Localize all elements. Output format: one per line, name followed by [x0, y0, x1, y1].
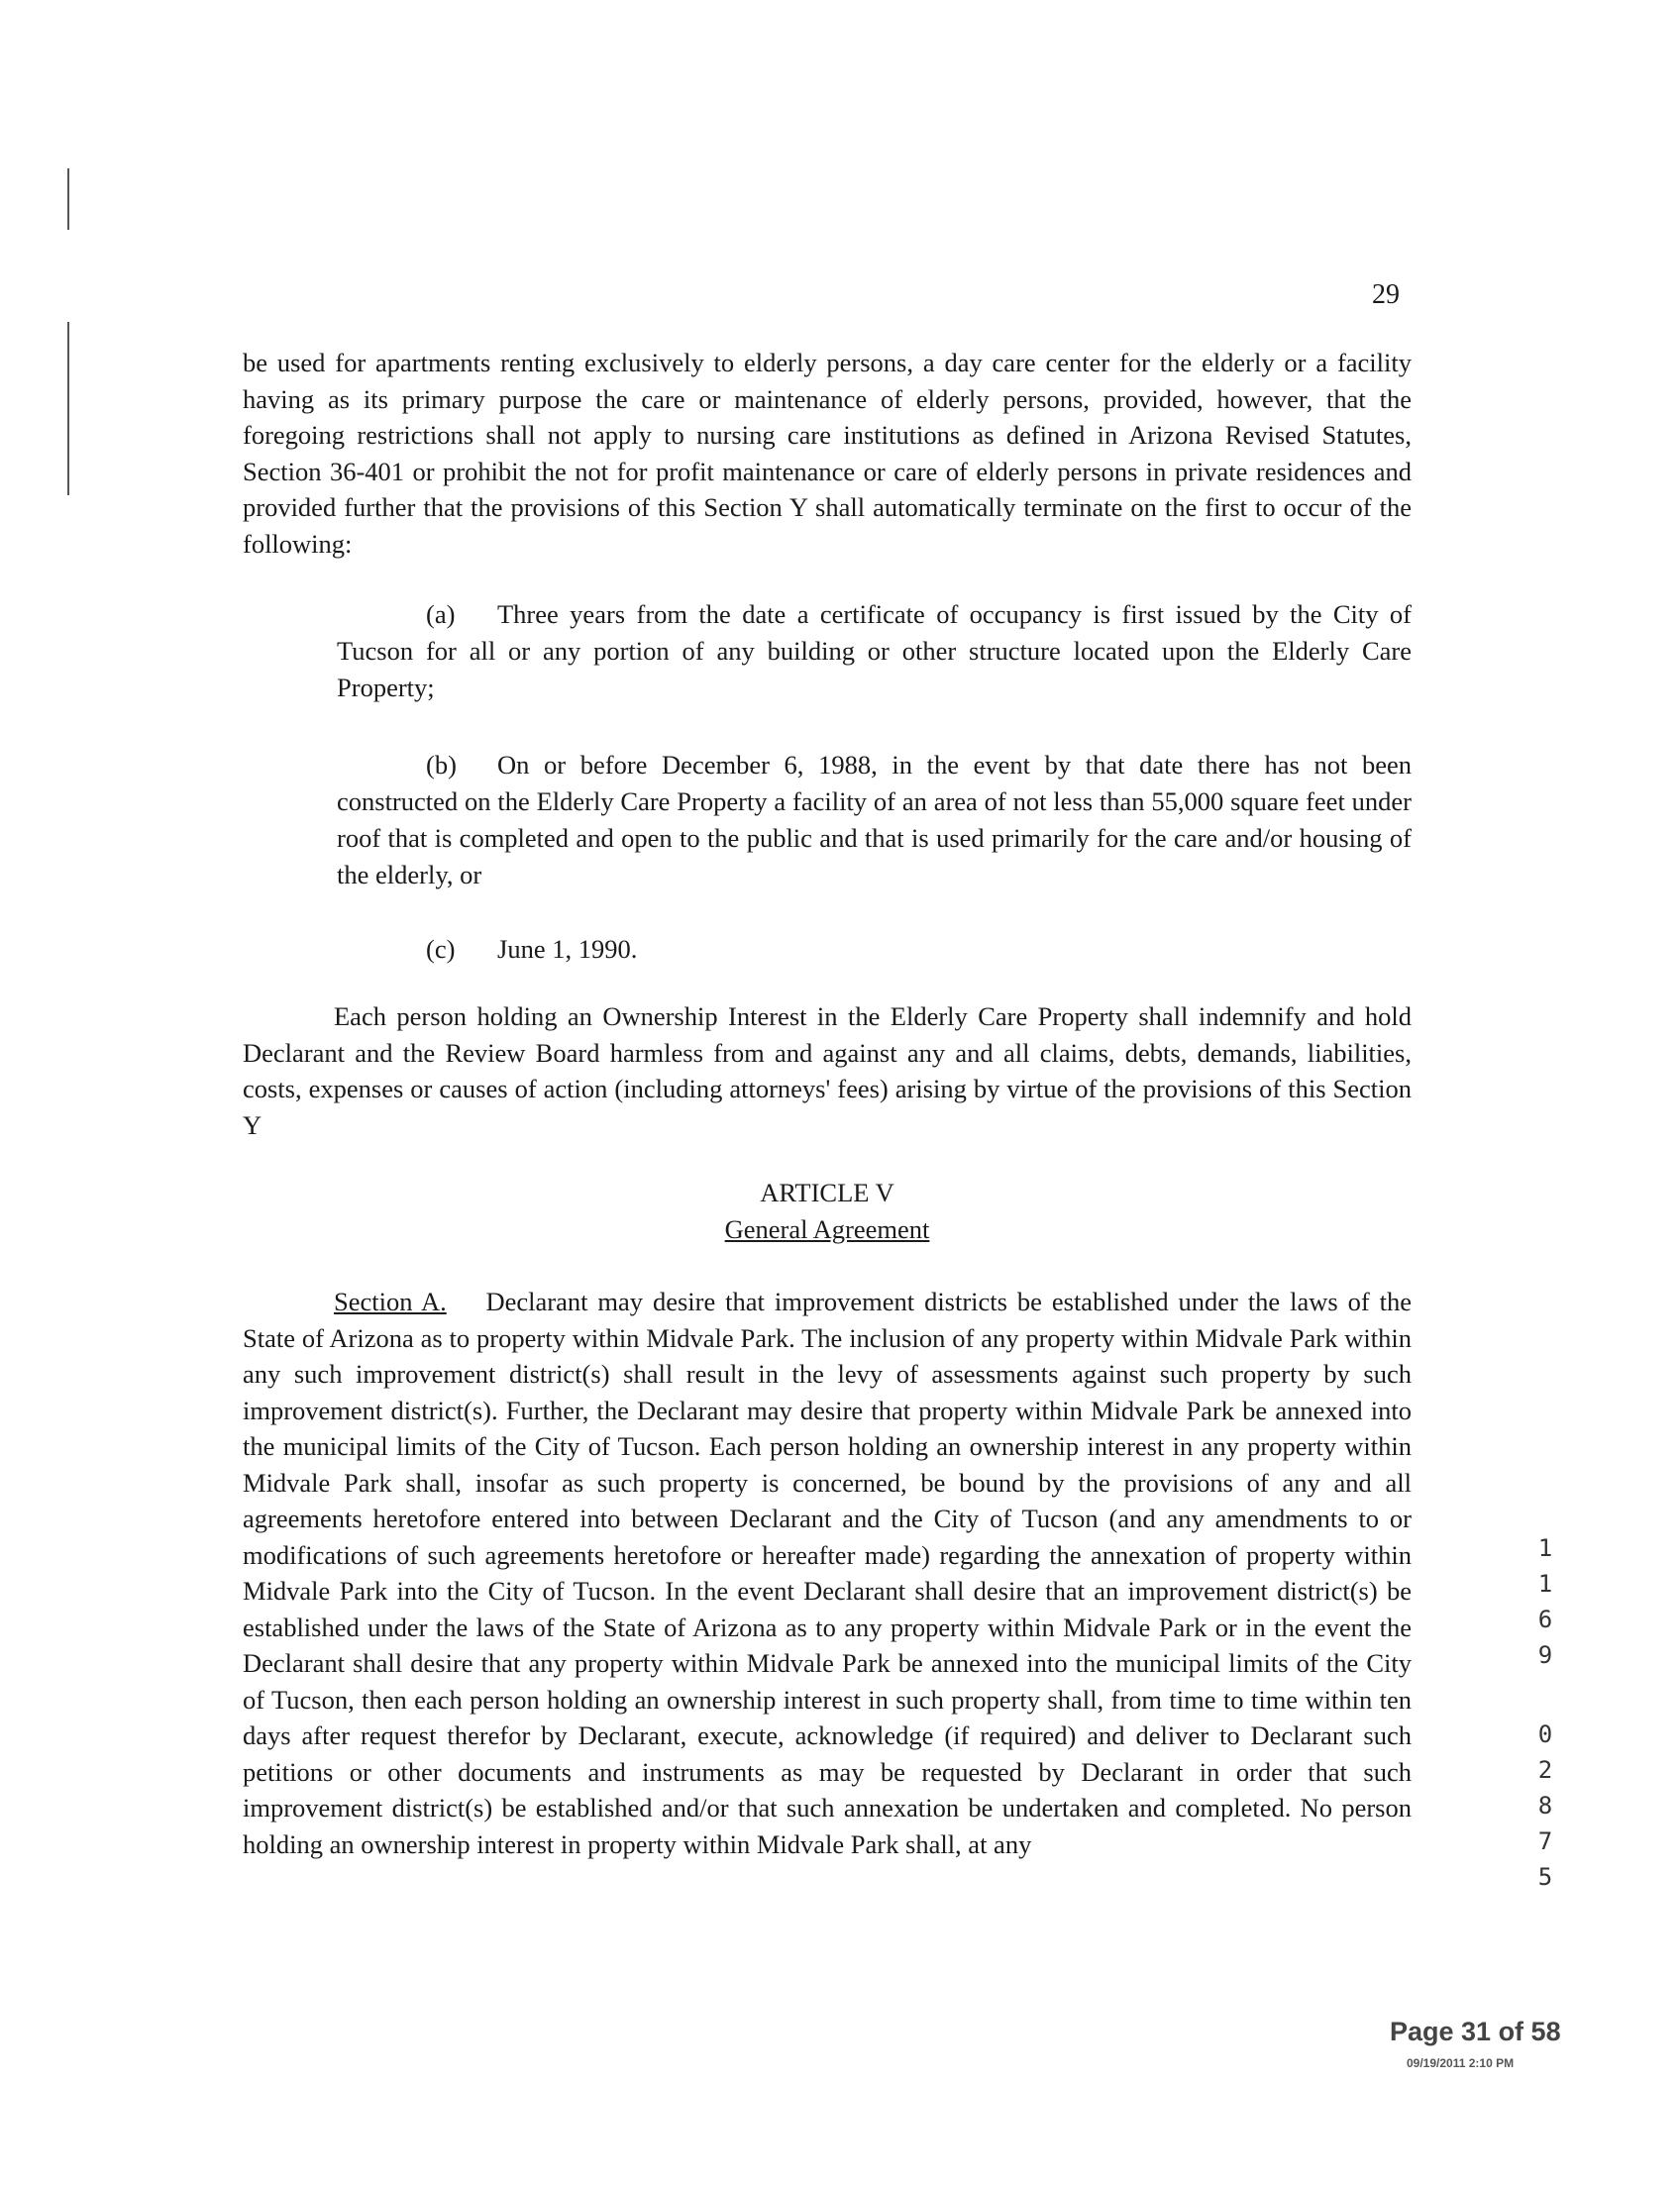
- section-a-label: Section A.: [334, 1287, 447, 1316]
- side-stamp-digit: 8: [1537, 1792, 1553, 1820]
- article-title: ARTICLE V: [760, 1178, 894, 1207]
- intro-paragraph-text: be used for apartments renting exclusively to elderly persons, a day care center for the elderly or a facility having as its primary purpose the care or maintenance of elderly persons, provided, however, that the foregoing restrictions shall not apply to nursing care institutions as defined in Arizona Revised Statutes, Section 36-401 or prohibit the not for profit maintenance or care of elderly persons in private residences and provided further that the provisions of this Section Y shall automatically terminate on the first to occur of the following:: [243, 348, 1412, 559]
- side-stamp-digit: 6: [1537, 1606, 1553, 1633]
- side-stamp-digit: 5: [1537, 1863, 1553, 1891]
- scan-margin-mark: [67, 322, 69, 495]
- side-stamp-digit: 2: [1537, 1756, 1553, 1784]
- list-item: [337, 747, 1412, 893]
- scan-margin-mark: [67, 168, 69, 230]
- list-item: [337, 596, 1412, 706]
- footer-page-label: Page 31 of 58: [1390, 2017, 1561, 2046]
- side-stamp-digit: 0: [1537, 1720, 1553, 1748]
- indemnify-paragraph: Each person holding an Ownership Interest in the Elderly Care Property shall indemnify and hold Declarant and the Review Board harmless from and against any and all claims, debts, demands, liabilities, costs, expenses or causes of action (including attorneys' fees) arising by virtue of the provisions of this Section Y: [243, 1001, 1412, 1140]
- footer-timestamp: 09/19/2011 2:10 PM: [1407, 2056, 1515, 2070]
- intro-paragraph: [243, 345, 1412, 562]
- article-subtitle: General Agreement: [724, 1214, 930, 1244]
- list-item-marker: (c): [426, 934, 456, 964]
- list-item-marker: (a): [426, 599, 456, 629]
- section-a-text: Declarant may desire that improvement districts be established under the laws of the State of Arizona as to property within Midvale Park. The inclusion of any property within Midvale Park within any such improvement district(s) shall result in the levy of assessments against such property by such improvement district(s). Further, the Declarant may desire that property within Midvale Park be annexed into the municipal limits of the City of Tucson. Each person holding an ownership interest in any property within Midvale Park shall, insofar as such property is concerned, be bound by the provisions of any and all agreements heretofore entered into between Declarant and the City of Tucson (and any amendments to or modifications of such agreements heretofore or hereafter made) regarding the annexation of property within Midvale Park into the City of Tucson. In the event Declarant shall desire that an improvement district(s) be established under the laws of the State of Arizona as to any property within Midvale Park or in the event the Declarant shall desire that any property within Midvale Park be annexed into the municipal limits of the City of Tucson, then each person holding an ownership interest in such property shall, from time to time within ten days after request therefor by Declarant, execute, acknowledge (if required) and deliver to Declarant such petitions or other documents and instruments as may be requested by Declarant in order that such improvement district(s) be established and/or that such annexation be undertaken and completed. No person holding an ownership interest in property within Midvale Park shall, at any: [243, 1287, 1413, 1859]
- side-stamp-digit: 1: [1537, 1534, 1553, 1562]
- list-item-text: Three years from the date a certificate of occupancy is first issued by the City of Tucson for all or any portion of any building or other structure located upon the Elderly Care Property;: [337, 599, 1412, 702]
- side-stamp-digit: 9: [1537, 1641, 1553, 1669]
- article-heading: [243, 1175, 1412, 1248]
- side-stamp-digit: 1: [1537, 1570, 1553, 1598]
- side-stamp-number: [1530, 1530, 1560, 1895]
- list-item-text: June 1, 1990.: [497, 934, 638, 964]
- list-item: [337, 931, 1412, 968]
- side-stamp-digit: 7: [1537, 1827, 1553, 1855]
- section-a-paragraph: [243, 1284, 1412, 1862]
- list-item-marker: (b): [426, 750, 457, 780]
- side-stamp-gap: [1530, 1673, 1560, 1717]
- list-item-text: On or before December 6, 1988, in the event by that date there has not been constructed on the Elderly Care Property a facility of an area of not less than 55,000 square feet under roof that is completed and open to the public and that is used primarily for the care and/or housing of the elderly, or: [337, 750, 1412, 889]
- page-number: 29: [1372, 279, 1400, 310]
